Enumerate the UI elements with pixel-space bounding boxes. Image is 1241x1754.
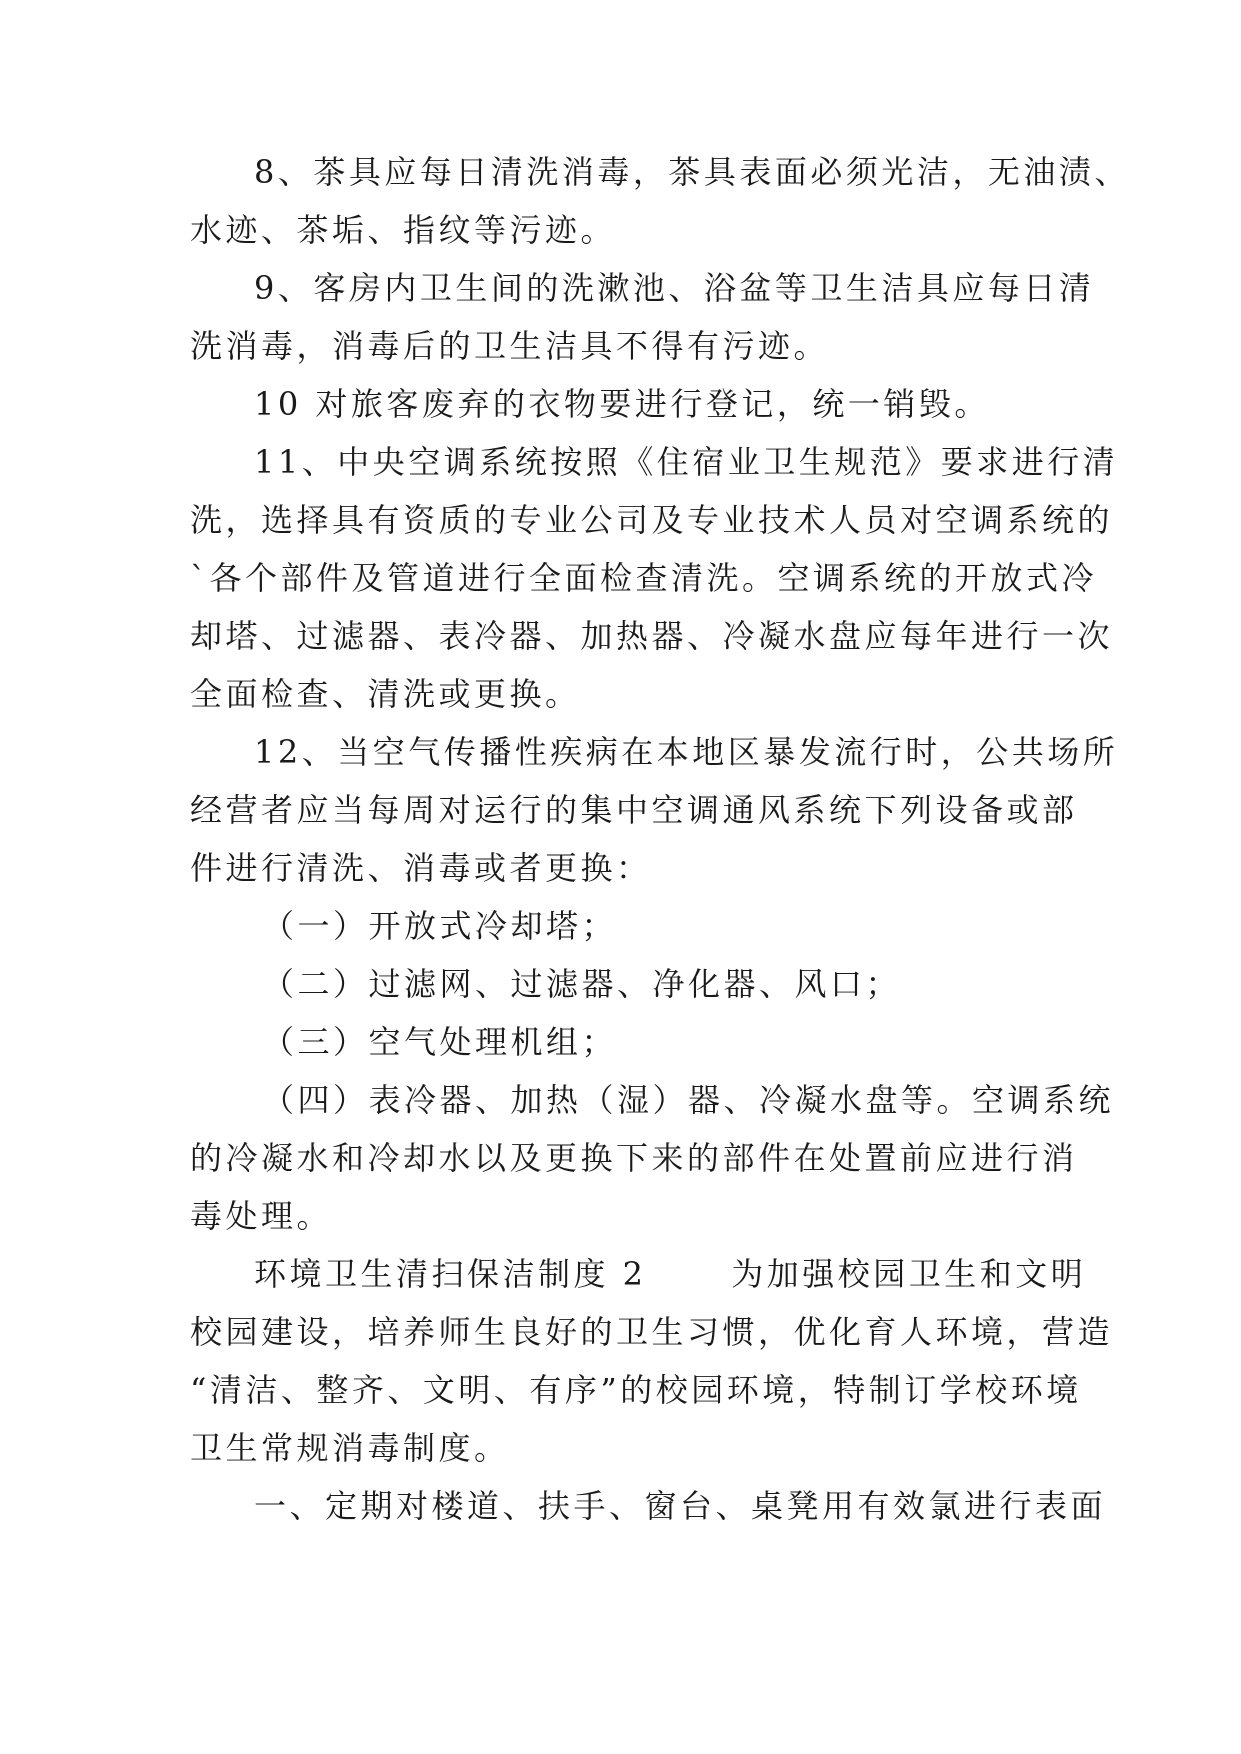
list-item-3: （三）空气处理机组； (262, 1023, 618, 1061)
section-2-line-1: 环境卫生清扫保洁制度 2 为加强校园卫生和文明 (254, 1255, 1087, 1293)
paragraph-9-line-2: 洗消毒，消毒后的卫生洁具不得有污迹。 (190, 327, 830, 365)
section-2-line-3: “清洁、整齐、文明、有序”的校园环境，特制订学校环境 (190, 1371, 1082, 1409)
paragraph-12-line-3: 件进行清洗、消毒或者更换： (190, 849, 652, 887)
paragraph-11-line-4: 却塔、过滤器、表冷器、加热器、冷凝水盘应每年进行一次 (190, 617, 1114, 655)
paragraph-9-line-1: 9、客房内卫生间的洗漱池、浴盆等卫生洁具应每日清 (254, 269, 1095, 307)
paragraph-10-line-1: 10 对旅客废弃的衣物要进行登记，统一销毁。 (254, 385, 990, 423)
list-item-4-line-1: （四）表冷器、加热（湿）器、冷凝水盘等。空调系统 (262, 1081, 1115, 1119)
paragraph-11-line-1: 11、中央空调系统按照《住宿业卫生规范》要求进行清 (254, 443, 1119, 481)
list-item-4-line-2: 的冷凝水和冷却水以及更换下来的部件在处置前应进行消 (190, 1139, 1078, 1177)
list-item-1: （一）开放式冷却塔； (262, 907, 618, 945)
section-2-line-2: 校园建设，培养师生良好的卫生习惯，优化育人环境，营造 (190, 1313, 1114, 1351)
paragraph-8-line-1: 8、茶具应每日清洗消毒，茶具表面必须光洁，无油渍、 (254, 153, 1130, 191)
paragraph-12-line-2: 经营者应当每周对运行的集中空调通风系统下列设备或部 (190, 791, 1078, 829)
paragraph-11-line-3: `各个部件及管道进行全面检查清洗。空调系统的开放式冷 (190, 559, 1098, 597)
paragraph-11-line-5: 全面检查、清洗或更换。 (190, 675, 581, 713)
paragraph-8-line-2: 水迹、茶垢、指纹等污迹。 (190, 211, 617, 249)
list-item-2: （二）过滤网、过滤器、净化器、风口； (262, 965, 902, 1003)
paragraph-11-line-2: 洗，选择具有资质的专业公司及专业技术人员对空调系统的 (190, 501, 1114, 539)
rule-1-line-1: 一、定期对楼道、扶手、窗台、桌凳用有效氯进行表面 (254, 1487, 1107, 1525)
list-item-4-line-3: 毒处理。 (190, 1197, 333, 1235)
paragraph-12-line-1: 12、当空气传播性疾病在本地区暴发流行时，公共场所 (254, 733, 1119, 771)
section-2-line-4: 卫生常规消毒制度。 (190, 1429, 510, 1467)
